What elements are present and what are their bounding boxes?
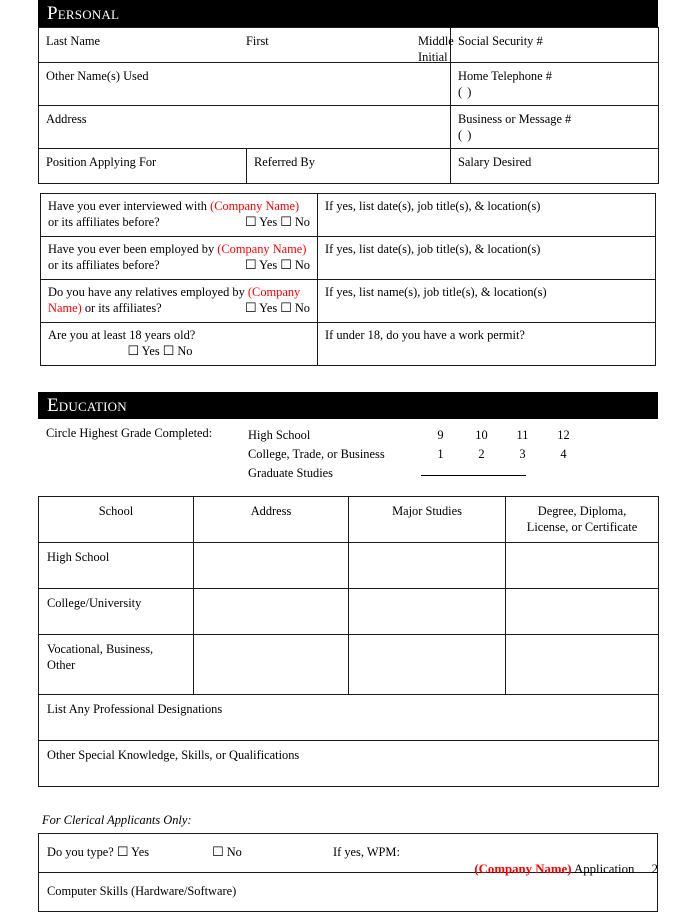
label-no: No (294, 258, 310, 273)
yesno-group-relatives[interactable] (245, 300, 310, 317)
cell-salary-desired[interactable] (451, 148, 659, 183)
yesno-group-employed[interactable] (245, 257, 310, 274)
input-cell-degree-high-school[interactable] (506, 542, 659, 588)
followup-cell-employed[interactable] (318, 236, 656, 279)
table-row (39, 872, 658, 911)
application-page (38, 0, 658, 900)
input-cell-degree-vocational[interactable] (506, 634, 659, 694)
followup-cell-age[interactable] (318, 322, 656, 365)
grade-option[interactable]: 11 (516, 427, 529, 442)
label-referred-by: Referred By (254, 154, 315, 169)
company-name-token: (Company (247, 284, 301, 299)
input-cell-major-vocational[interactable] (349, 634, 506, 694)
grade-row-college (248, 445, 584, 464)
table-row (39, 63, 659, 106)
label-special-knowledge: Other Special Knowledge, Skills, or Qualifications (47, 747, 300, 762)
checkbox-no-icon[interactable]: ☐ (280, 215, 292, 230)
row-label-college: College/University (39, 588, 194, 634)
label-first-name: First (246, 34, 269, 48)
label-salary-desired: Salary Desired (458, 154, 532, 169)
checkbox-yes-icon[interactable]: ☐ (127, 344, 139, 359)
table-row (39, 694, 659, 740)
followup-text-interviewed: If yes, list date(s), job title(s), & location(s) (325, 198, 541, 213)
column-header-degree-line2: License, or Certificate (526, 519, 638, 534)
question-suffix-relatives: or its affiliates? (81, 301, 162, 316)
grade-option[interactable]: 9 (437, 427, 444, 442)
input-cell-special-knowledge[interactable] (39, 740, 659, 786)
label-middle-initial: Middle Initial (418, 34, 454, 65)
followup-cell-interviewed[interactable] (318, 193, 656, 236)
grade-option[interactable]: 2 (478, 446, 485, 461)
grade-row-high-school (248, 426, 584, 445)
table-row (39, 634, 659, 694)
business-message-mask: ( ) (458, 128, 473, 143)
label-computer-skills: Computer Skills (Hardware/Software) (47, 884, 237, 898)
label-other-names: Other Name(s) Used (46, 69, 149, 83)
highest-grade-block (38, 419, 658, 494)
section-title-personal: Personal (47, 3, 120, 24)
label-no: No (177, 344, 193, 359)
followup-text-employed: If yes, list date(s), job title(s), & location(s) (325, 241, 541, 256)
table-row (39, 148, 659, 183)
label-social-security: Social Security # (458, 34, 543, 48)
input-cell-address-college[interactable] (194, 588, 349, 634)
row-label-high-school: High School (39, 542, 194, 588)
column-header-degree-line1: Degree, Diploma, (537, 503, 627, 518)
yesno-group-age[interactable] (48, 343, 310, 360)
column-header-school: School (39, 496, 194, 542)
home-telephone-mask: ( ) (458, 85, 473, 100)
table-row (41, 322, 656, 365)
grade-option[interactable]: 10 (475, 427, 488, 442)
label-grade-prompt: Circle Highest Grade Completed: (46, 425, 213, 440)
grade-rows (248, 426, 584, 483)
section-header-personal (38, 0, 658, 27)
cell-address[interactable] (39, 105, 451, 148)
cell-computer-skills[interactable] (39, 872, 658, 911)
table-row (39, 588, 659, 634)
label-yes: Yes (259, 258, 278, 273)
checkbox-yes-icon[interactable]: ☐ (244, 215, 257, 230)
checkbox-no-icon[interactable]: ☐ (162, 344, 175, 359)
label-yes: Yes (259, 215, 278, 230)
question-text-relatives: Do you have any relatives employed by (Company (48, 284, 301, 299)
cell-home-telephone[interactable] (451, 63, 659, 106)
label-type-question: Do you type? (47, 845, 114, 859)
label-yes: Yes (259, 301, 278, 316)
table-header-row (39, 496, 659, 542)
footer-company-name: (Company Name) (474, 862, 572, 876)
followup-text-relatives: If yes, list name(s), job title(s), & location(s) (325, 284, 547, 299)
company-name-token: (Company Name) (210, 198, 300, 213)
table-row (39, 28, 659, 63)
cell-other-names[interactable] (39, 63, 451, 106)
column-header-major-studies: Major Studies (349, 496, 506, 542)
personal-info-table (38, 27, 659, 184)
row-label-vocational-line1: Vocational, Business, (47, 641, 154, 656)
grade-option[interactable]: 4 (560, 446, 567, 461)
label-professional-designations: List Any Professional Designations (47, 701, 223, 716)
grade-option[interactable]: 12 (557, 427, 570, 442)
grade-label-graduate: Graduate Studies (248, 465, 333, 480)
checkbox-no-icon[interactable]: ☐ (212, 845, 224, 859)
table-row (39, 105, 659, 148)
question-text-interviewed: Have you ever interviewed with (Company Name) (48, 198, 300, 213)
input-cell-professional-designations[interactable] (39, 694, 659, 740)
cell-social-security[interactable] (451, 28, 659, 63)
column-header-degree (506, 496, 659, 542)
checkbox-no-icon[interactable]: ☐ (280, 301, 292, 316)
input-cell-major-high-school[interactable] (349, 542, 506, 588)
label-no: No (226, 845, 242, 859)
grade-label-college: College, Trade, or Business (248, 446, 385, 461)
company-name-token-cont: Name) (48, 301, 82, 316)
grade-label-high-school: High School (248, 427, 311, 442)
eligibility-questions (40, 193, 655, 366)
input-cell-address-high-school[interactable] (194, 542, 349, 588)
graduate-studies-blank-line[interactable] (421, 475, 526, 476)
checkbox-yes-icon[interactable]: ☐ (244, 258, 257, 273)
typing-yes-group[interactable] (117, 845, 149, 860)
label-home-telephone: Home Telephone # (458, 69, 552, 83)
cell-referred-by[interactable] (247, 148, 451, 183)
followup-text-age: If under 18, do you have a work permit? (325, 327, 525, 342)
label-yes: Yes (141, 344, 160, 359)
grade-row-graduate (248, 464, 584, 483)
label-position-applying: Position Applying For (46, 154, 157, 169)
section-title-education: Education (47, 394, 127, 416)
clerical-note: For Clerical Applicants Only: (42, 812, 192, 827)
question-suffix-interviewed: or its affiliates before? (48, 215, 160, 230)
cell-business-message[interactable] (451, 105, 659, 148)
followup-cell-relatives[interactable] (318, 279, 656, 322)
checkbox-yes-icon[interactable]: ☐ (116, 845, 129, 859)
question-suffix-employed: or its affiliates before? (48, 258, 160, 273)
label-last-name: Last Name (46, 34, 101, 48)
page-footer (474, 862, 658, 877)
footer-page-number: 2 (651, 862, 658, 876)
questions-table (40, 193, 656, 366)
input-cell-address-vocational[interactable] (194, 634, 349, 694)
education-history-block (38, 496, 658, 787)
footer-label: Application (573, 862, 635, 876)
yesno-group-interviewed[interactable] (245, 214, 310, 231)
table-row (41, 236, 656, 279)
cell-position-applying[interactable] (39, 148, 247, 183)
input-cell-major-college[interactable] (349, 588, 506, 634)
table-row (39, 542, 659, 588)
question-cell-age[interactable] (41, 322, 318, 365)
label-wpm[interactable]: If yes, WPM: (333, 845, 400, 859)
cell-name-group[interactable] (39, 28, 454, 65)
checkbox-yes-icon[interactable]: ☐ (244, 301, 257, 316)
grade-option[interactable]: 1 (437, 446, 444, 461)
question-cell-relatives[interactable] (41, 279, 318, 322)
label-business-message: Business or Message # (458, 111, 572, 126)
table-row (39, 740, 659, 786)
company-name-token: (Company Name) (217, 241, 307, 256)
education-table (38, 496, 659, 787)
input-cell-degree-college[interactable] (506, 588, 659, 634)
section-header-education (38, 392, 658, 419)
checkbox-no-icon[interactable]: ☐ (280, 258, 292, 273)
typing-no-group[interactable] (212, 845, 242, 860)
label-yes: Yes (131, 845, 150, 859)
table-row (41, 279, 656, 322)
row-label-vocational (39, 634, 194, 694)
label-address: Address (46, 111, 87, 126)
question-cell-employed[interactable] (41, 236, 318, 279)
row-label-vocational-line2: Other (47, 657, 76, 672)
grade-option[interactable]: 3 (519, 446, 526, 461)
question-text-age: Are you at least 18 years old? (48, 327, 196, 342)
table-row (41, 193, 656, 236)
label-no: No (294, 301, 310, 316)
label-no: No (294, 215, 310, 230)
question-text-employed: Have you ever been employed by (Company Name) (48, 241, 307, 256)
question-cell-interviewed[interactable] (41, 193, 318, 236)
column-header-address: Address (194, 496, 349, 542)
